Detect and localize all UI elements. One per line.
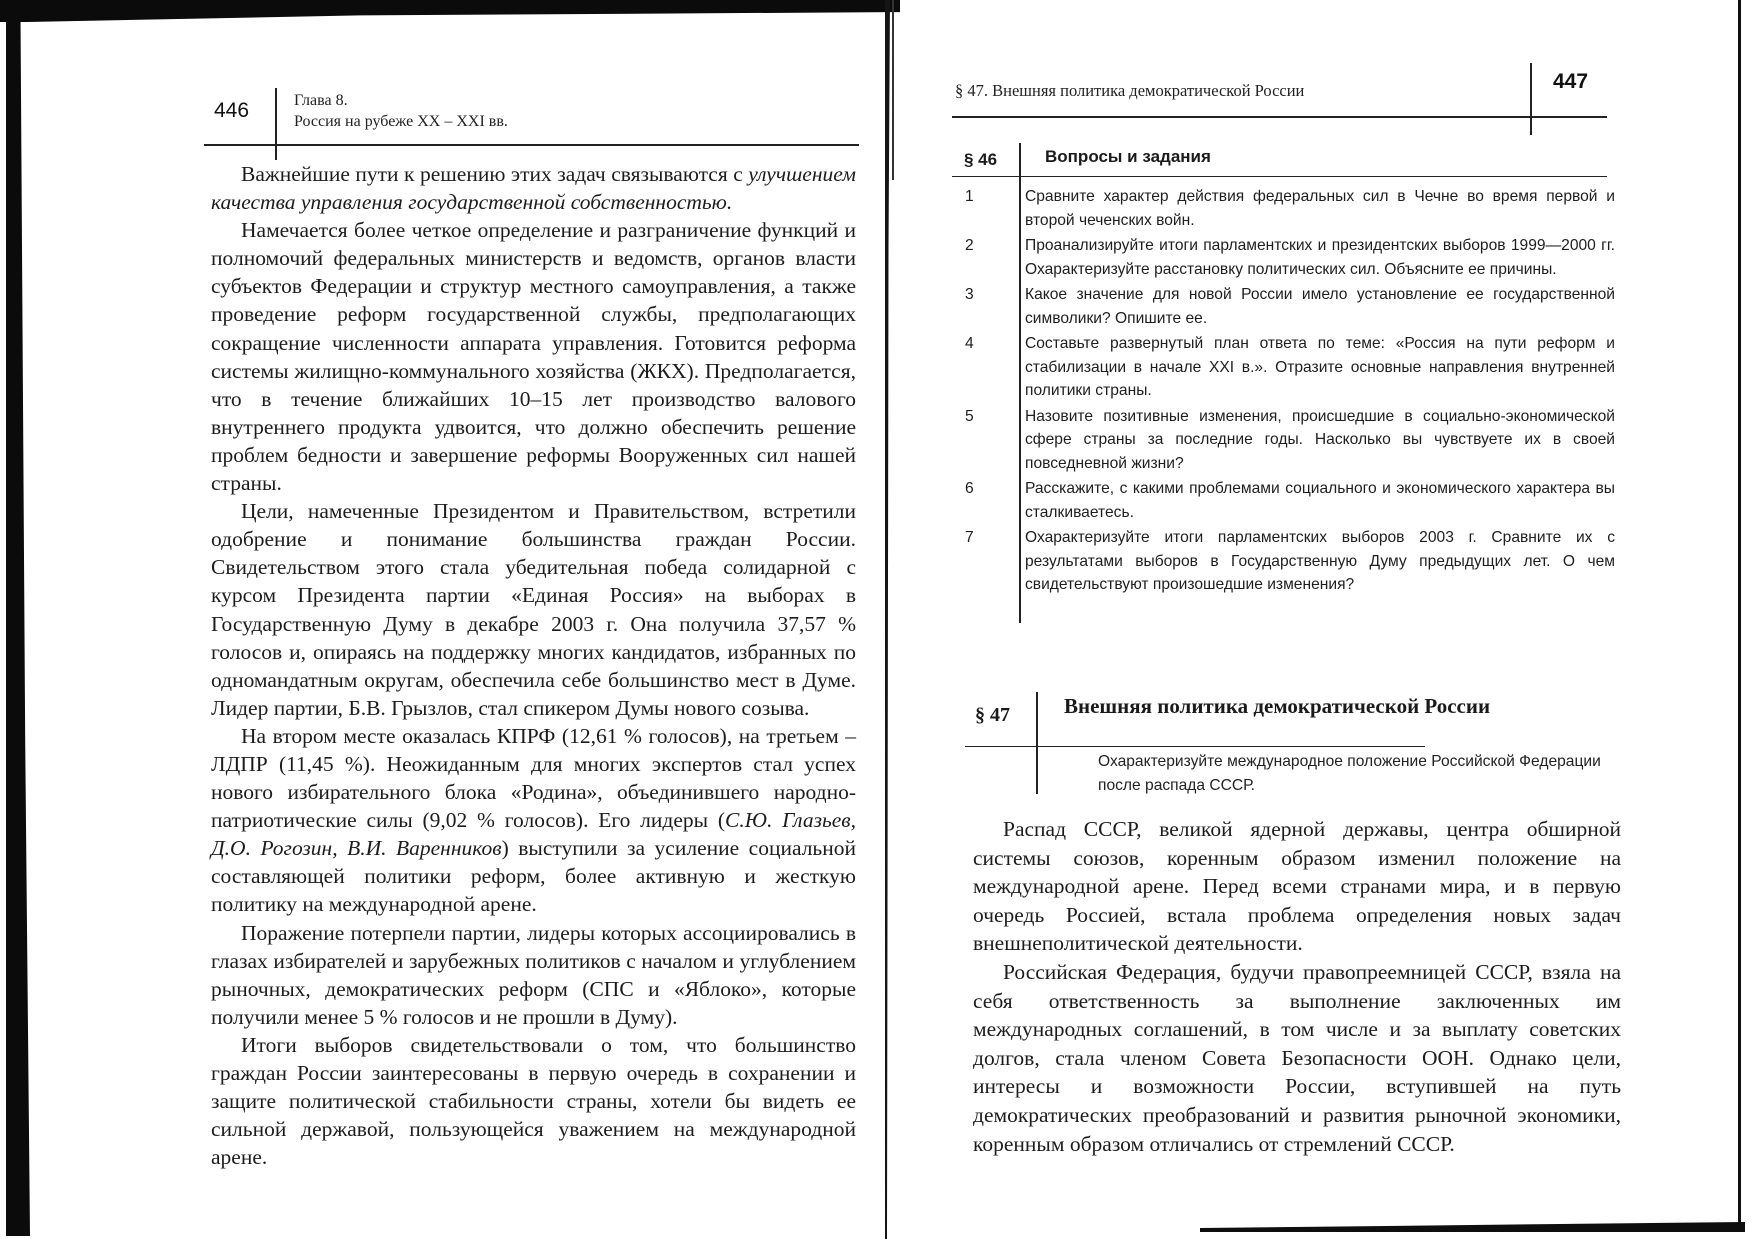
question-item: [955, 234, 1615, 281]
paragraph: Важнейшие пути к решению этих задач связываются с улучшением качества управления государственной собственностью.: [211, 162, 856, 215]
paragraph: Поражение потерпели партии, лидеры которых ассоциировались в глазах избирателей и зарубежных политиков с началом и углублением рыночных, демократических реформ (СПС и «Яблоко», которые получили менее 5 % голосов и не прошли в Думу).: [211, 920, 856, 1029]
question-item: [955, 283, 1615, 330]
question-text: Сравните характер действия федеральных сил в Чечне во время первой и второй чеченских войн.: [1025, 188, 1615, 229]
book-spine: [885, 0, 890, 1239]
section-divider: [1036, 692, 1038, 794]
question-text: Расскажите, с какими проблемами социального и экономического характера вы сталкиваетесь.: [1025, 480, 1615, 521]
running-head-rule: [952, 116, 1607, 118]
left-page-body: [211, 160, 856, 1171]
question-text: Охарактеризуйте итоги парламентских выборов 2003 г. Сравните их с результатами выборов в Государственную Думу предыдущих лет. О чем свидетельствуют произошедшие изменения?: [1025, 529, 1615, 593]
page-number-left: 446: [214, 99, 250, 122]
paragraph: Цели, намеченные Президентом и Правительством, встретили одобрение и понимание большинства граждан России. Свидетельством этого стала убедительная победа солидарной с курсом Президента партии «Единая Россия» на выборах в Государственную Думу в декабре 2003 г. Она получила 37,57 % голосов и, опираясь на поддержку многих кандидатов, избранных по одномандатным округам, обеспечила себе большинство мест в Думе. Лидер партии, Б.В. Грызлов, стал спикером Думы нового созыва.: [211, 499, 856, 720]
questions-title: Вопросы и задания: [1045, 147, 1211, 166]
question-item: [955, 526, 1615, 597]
running-head-rule: [204, 144, 859, 146]
question-number: 5: [965, 407, 974, 425]
question-number: 7: [965, 529, 974, 546]
page-number-right: 447: [1553, 70, 1589, 93]
questions-section-number: § 46: [964, 150, 998, 169]
chapter-label: Глава 8.: [294, 92, 348, 109]
running-head-left: [294, 90, 508, 132]
question-text: Назовите позитивные изменения, происшедшие в социально-экономической сфере страны за последние годы. Насколько вы чувствуете их в своей повседневной жизни?: [1025, 407, 1615, 472]
question-number: 3: [965, 286, 974, 303]
question-text: Составьте развернутый план ответа по теме: «Россия на пути реформ и стабилизации в начале XXI в.». Отразите основные направления внутренней политики страны.: [1025, 335, 1615, 399]
question-item: [955, 185, 1615, 232]
section-number: § 47: [975, 704, 1010, 726]
question-text: Проанализируйте итоги парламентских и президентских выборов 1999—2000 гг. Охарактеризуйте расстановку политических сил. Объясните ее причины.: [1025, 237, 1615, 278]
right-page-body: [973, 815, 1621, 1158]
scan-shadow-bottom: [1200, 1222, 1745, 1232]
question-number: 4: [965, 335, 974, 352]
questions-rule: [952, 176, 1607, 177]
paragraph: Распад СССР, великой ядерной державы, центра обширной системы союзов, коренным образом изменил положение на международной арене. Перед всеми странами мира, и в первую очередь Россией, встала проблема определения новых задач внешнеполитической деятельности.: [973, 817, 1621, 956]
running-head-right: § 47. Внешняя политика демократической России: [955, 81, 1305, 100]
paragraph: Российская Федерация, будучи правопреемницей СССР, взяла на себя ответственность за выполнение заключенных им международных соглашений, в том числе и за выплату советских долгов, стала членом Совета Безопасности ООН. Однако цели, интересы и возможности России, вступившей на путь демократических преобразований и развития рыночной экономики, коренным образом отличались от стремлений СССР.: [973, 959, 1621, 1156]
emphasis: улучшением качества управления государственной собственностью.: [211, 162, 856, 215]
question-number: 1: [965, 188, 974, 205]
question-number: 6: [965, 480, 974, 497]
paragraph: Итоги выборов свидетельствовали о том, что большинство граждан России заинтересованы в первую очередь в сохранении и защите политической стабильности страны, хотели бы видеть ее сильной державой, пользующейся уважением на международной арене.: [211, 1032, 856, 1170]
question-number: 2: [965, 237, 974, 254]
scan-shadow-top: [0, 0, 900, 22]
running-head-divider: [1530, 63, 1532, 135]
scan-shadow-left: [6, 0, 30, 1236]
running-head-divider: [275, 88, 277, 160]
scan-edge-right: [1738, 0, 1741, 1225]
question-item: [955, 477, 1615, 524]
chapter-title: Россия на рубеже XX – XXI вв.: [294, 113, 508, 130]
section-rule: [965, 746, 1425, 747]
emphasis: С.Ю. Глазьев, Д.О. Рогозин, В.И. Варенников: [211, 808, 856, 861]
section-task: Охарактеризуйте международное положение Российской Федерации после распада СССР.: [1098, 753, 1601, 794]
section-title: Внешняя политика демократической России: [1064, 694, 1491, 718]
question-item: [955, 405, 1615, 476]
question-text: Какое значение для новой России имело установление ее государственной символики? Опишите ее.: [1025, 286, 1615, 327]
paragraph: Намечается более четкое определение и разграничение функций и полномочий федеральных министерств и ведомств, органов власти субъектов Федерации и структур местного самоуправления, а также проведение реформ государственной службы, предполагающих сокращение численности аппарата управления. Готовится реформа системы жилищно-коммунального хозяйства (ЖКХ). Предполагается, что в течение ближайших 10–15 лет производство валового внутреннего продукта удвоится, что должно обеспечить решение проблем бедности и завершение реформы Вооруженных сил нашей страны.: [211, 218, 856, 496]
paragraph: На втором месте оказалась КПРФ (12,61 % голосов), на третьем – ЛДПР (11,45 %). Неожиданным для многих экспертов стал успех нового избирательного блока «Родина», объединившего народно-патриотические силы (9,02 % голосов). Его лидеры (С.Ю. Глазьев, Д.О. Рогозин, В.И. Варенников) выступили за усиление социальной составляющей политики реформ, более активную и жесткую политику на международной арене.: [211, 723, 856, 917]
book-spine-shadow: [892, 0, 894, 180]
questions-list: [955, 185, 1615, 599]
question-item: [955, 332, 1615, 403]
